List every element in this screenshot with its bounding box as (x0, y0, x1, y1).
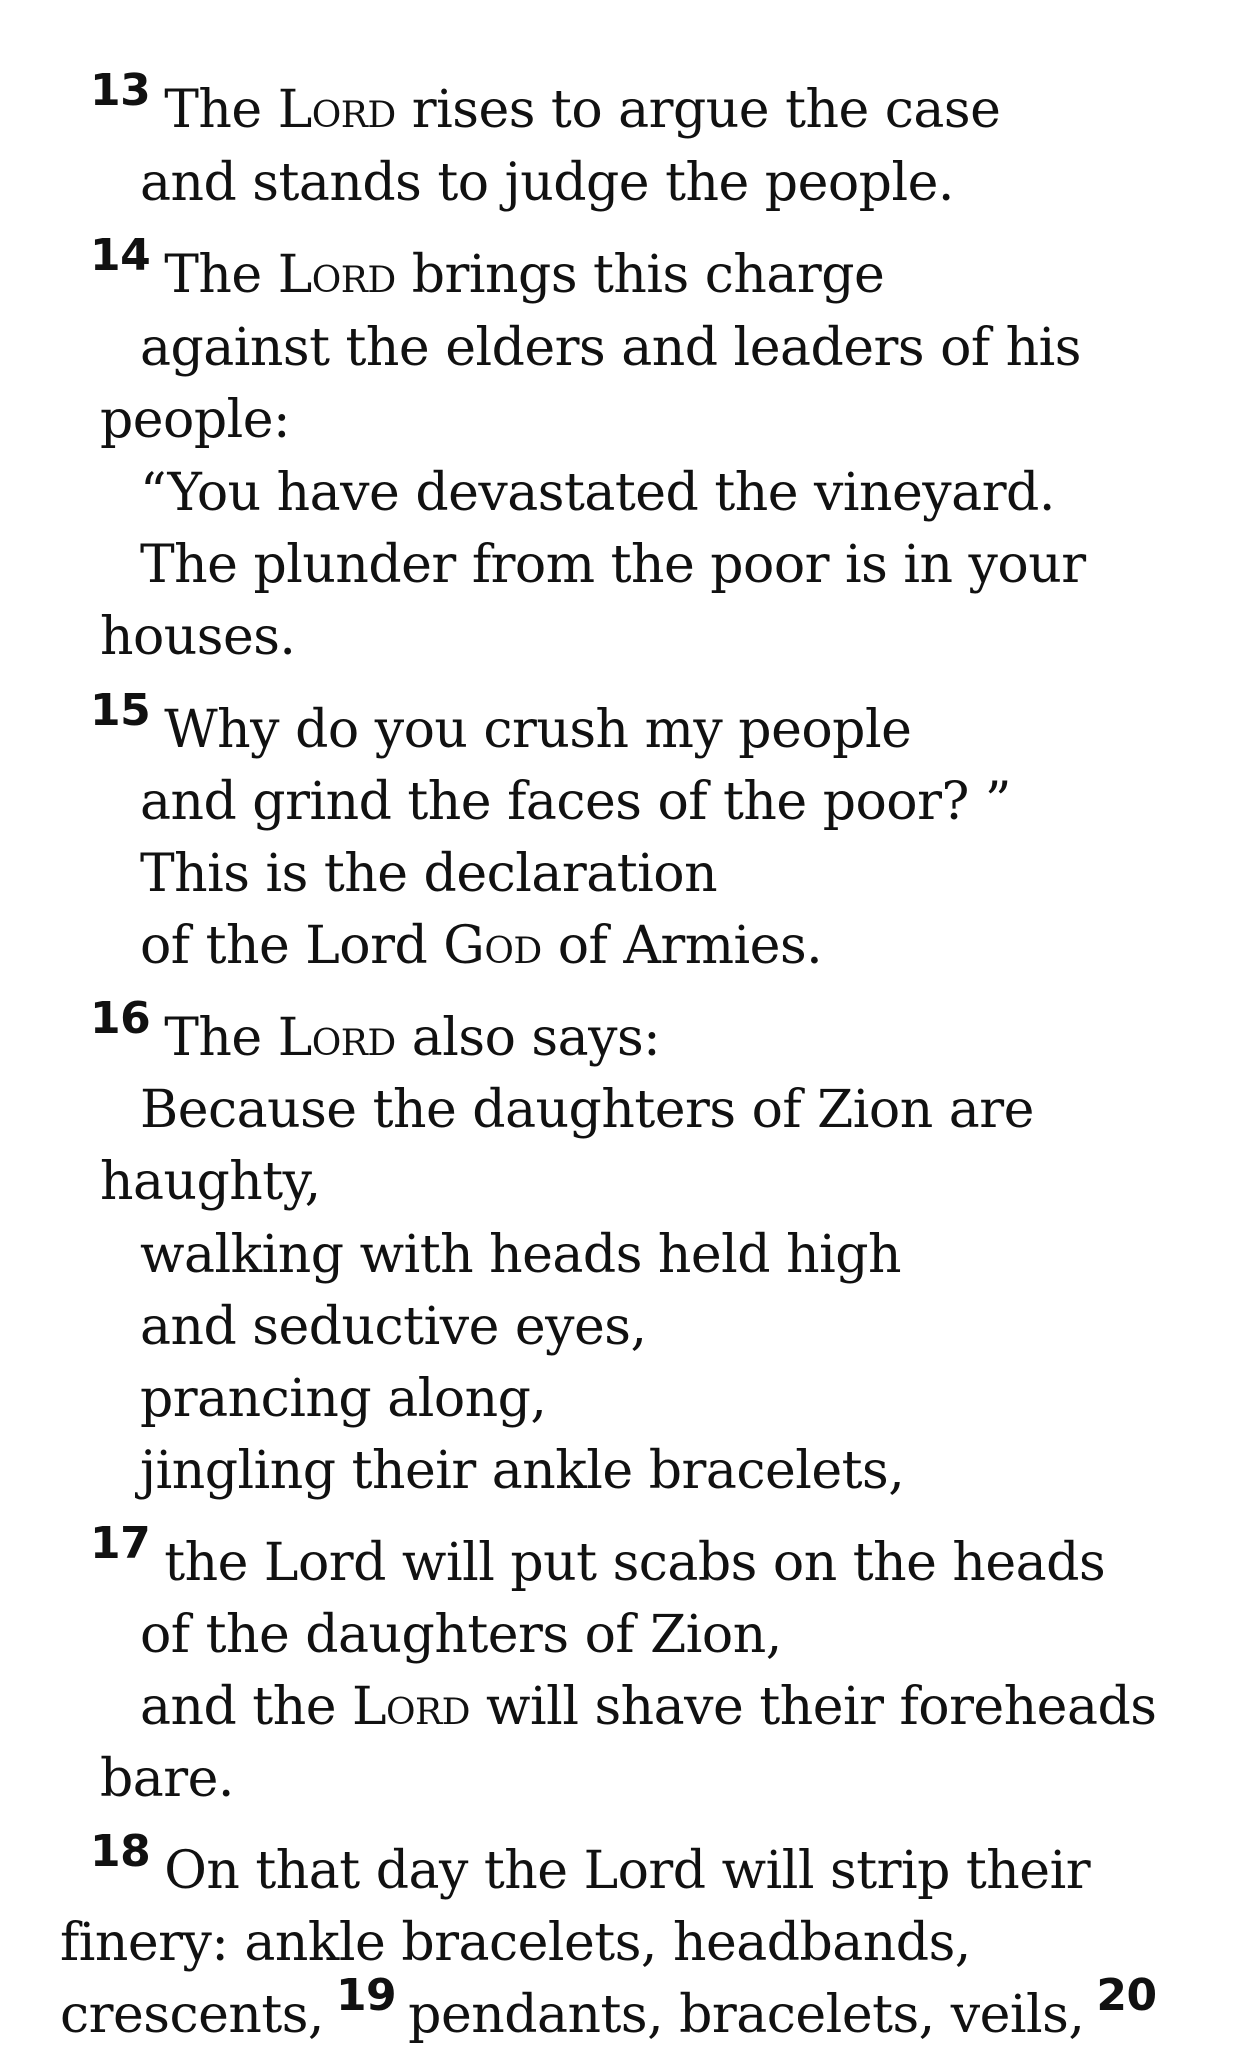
verse-number-19: 19 (335, 1970, 397, 2021)
verse-number-14: 14 (90, 230, 151, 281)
verse-13-line-2: and stands to judge the people. (140, 153, 954, 213)
verse-14-line-1: $^{14}$ The Lord brings this charge (90, 230, 885, 305)
verse-number-13: 13 (90, 65, 151, 116)
verse-number-16: 16 (90, 993, 151, 1044)
verse-18-line-3: crescents, $^{19}$ pendants, bracelets, veils, $^{20}$ (60, 1970, 1157, 2045)
verse-14-line-3: people: (100, 390, 291, 450)
verse-16-line-1: $^{16}$ The Lord also says: (90, 993, 661, 1068)
verse-17-line-4: bare. (100, 1749, 234, 1809)
verse-17-line-1: $^{17}$ the Lord will put scabs on the heads (90, 1518, 1106, 1593)
verse-13-line-1: $^{13}$ The Lord rises to argue the case (90, 65, 1001, 140)
verse-17-line-2: of the daughters of Zion, (140, 1605, 782, 1665)
verse-18-line-1: $^{18}$ On that day the Lord will strip their (90, 1826, 1091, 1901)
verse-number-18: 18 (90, 1826, 151, 1877)
divine-name-lord: Lord (277, 245, 396, 305)
verse-16-line-6: prancing along, (140, 1369, 547, 1429)
verse-15-line-2: and grind the faces of the poor? ” (140, 772, 1011, 832)
verse-14-line-2: against the elders and leaders of his (140, 318, 1081, 378)
verse-number-17: 17 (90, 1518, 151, 1569)
verse-17-line-3: and the Lord will shave their foreheads (140, 1677, 1157, 1737)
divine-name-lord: Lord (277, 80, 396, 140)
verse-14-line-6: houses. (100, 607, 296, 667)
verse-16-line-2: Because the daughters of Zion are (140, 1080, 1034, 1140)
verse-14-line-5: The plunder from the poor is in your (140, 535, 1086, 595)
verse-14-line-4: “You have devastated the vineyard. (140, 463, 1055, 523)
divine-name-god: God (443, 916, 542, 976)
divine-name-lord: Lord (352, 1677, 471, 1737)
verse-18-line-2: finery: ankle bracelets, headbands, (60, 1913, 971, 1973)
verse-16-line-7: jingling their ankle bracelets, (140, 1441, 905, 1501)
divine-name-lord: Lord (277, 1008, 396, 1068)
verse-15-line-4: of the Lord God of Armies. (140, 916, 823, 976)
verse-number-15: 15 (90, 685, 151, 736)
verse-16-line-5: and seductive eyes, (140, 1297, 647, 1357)
verse-number-20: 20 (1096, 1970, 1157, 2021)
verse-15-line-3: This is the declaration (140, 844, 718, 904)
verse-15-line-1: $^{15}$ Why do you crush my people (90, 685, 912, 760)
verse-16-line-4: walking with heads held high (140, 1225, 902, 1285)
verse-16-line-3: haughty, (100, 1152, 321, 1212)
